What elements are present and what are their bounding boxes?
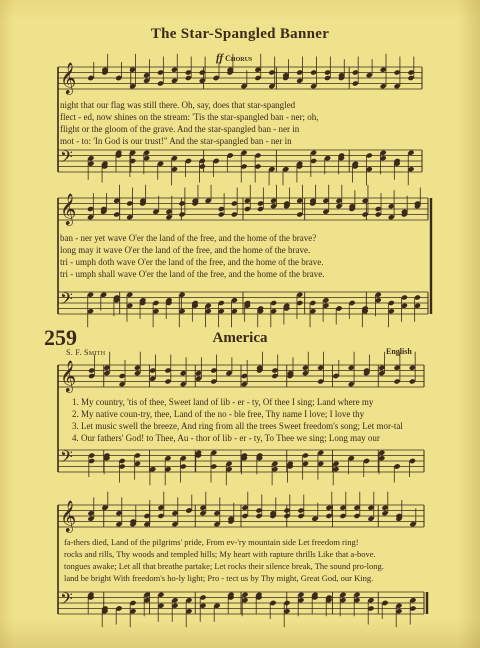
lyric-line: ban - ner yet wave O'er the land of the free, and the home of the brave? <box>60 233 317 243</box>
hymn-title-star-spangled-banner: The Star-Spangled Banner <box>150 26 330 42</box>
chorus-label: Chorus <box>225 54 253 63</box>
bass-clef: 𝄢 <box>60 447 73 471</box>
lyric-line: 3. Let music swell the breeze, And ring from all the trees Sweet freedom's song; Let mor-tal <box>72 421 403 431</box>
lyric-line: 2. My native coun-try, thee, Land of the no - ble free, Thy name I love; I love thy <box>72 409 365 419</box>
hymn-author: S. F. Smith <box>66 348 106 357</box>
treble-clef: 𝄞 <box>60 61 77 94</box>
lyric-line: tongues awake; Let all that breathe partake; Let rocks their silence break, The sound pro-long. <box>64 561 384 571</box>
bass-clef: 𝄢 <box>60 589 73 613</box>
treble-clef: 𝄞 <box>60 499 77 532</box>
lyric-line: land be bright With freedom's ho-ly light; Pro - tect us by Thy might, Great God, our King. <box>64 573 374 583</box>
lyric-line: rocks and rills, Thy woods and templed hills; My heart with rapture thrills Like that a-bove. <box>64 549 376 559</box>
bass-clef: 𝄢 <box>60 289 73 313</box>
tune-origin: English <box>386 347 412 356</box>
hymn-title-america: America <box>212 330 268 346</box>
bass-clef: 𝄢 <box>60 147 73 171</box>
lyric-line: 1. My country, 'tis of thee, Sweet land of lib - er - ty, Of thee I sing; Land where my <box>72 397 374 407</box>
treble-clef: 𝄞 <box>60 192 77 225</box>
lyric-line: fa-thers died, Land of the pilgrims' pride, From ev-'ry mountain side Let freedom ring! <box>64 537 359 547</box>
treble-clef: 𝄞 <box>60 359 77 392</box>
hymn-number: 259 <box>44 325 77 350</box>
lyric-line: flect - ed, now shines on the stream: 'Tis the star-spangled ban - ner; oh, <box>60 112 319 122</box>
lyric-line: night that our flag was still there. Oh, say, does that star-spangled <box>60 100 296 110</box>
lyric-line: long may it wave O'er the land of the free, and the home of the brave. <box>60 245 311 255</box>
lyric-line: 4. Our fathers' God! to Thee, Au - thor of lib - er - ty, To Thee we sing; Long may our <box>72 433 380 443</box>
dynamic-ff: ff <box>216 52 224 64</box>
lyric-line: tri - umph doth wave O'er the land of the free, and the home of the brave. <box>60 257 324 267</box>
lyric-line: mot - to: 'In God is our trust!" And the star-spangled ban - ner in <box>60 136 292 146</box>
lyric-line: flight or the gloom of the grave. And the star-spangled ban - ner in <box>60 124 300 134</box>
chorus-marking <box>216 52 252 64</box>
lyric-line: tri - umph shall wave O'er the land of the free, and the home of the brave. <box>60 269 325 279</box>
